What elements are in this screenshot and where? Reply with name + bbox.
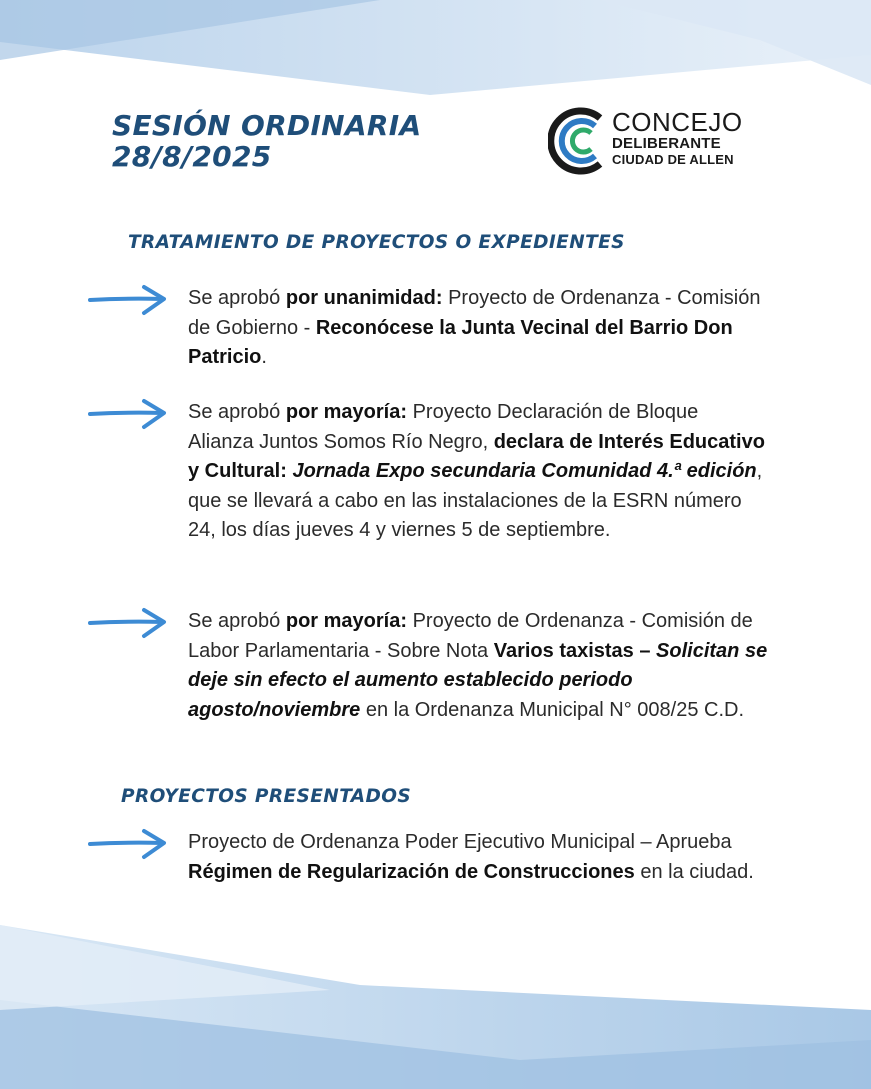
section-title-treatment: TRATAMIENTO DE PROYECTOS O EXPEDIENTES [128,232,625,253]
arrow-right-icon [88,398,170,430]
item-text: Se aprobó por unanimidad: Proyecto de Ordenanza - Comisión de Gobierno - Reconócese la Junta Vecinal del Barrio Don Patricio. [188,287,761,368]
item-text: Se aprobó por mayoría: Proyecto de Ordenanza - Comisión de Labor Parlamentaria - Sobre Nota Varios taxistas – Solicitan se deje sin efecto el aumento establecido periodo agosto/noviembre en la Ordenanza Municipal N° 008/25 C.D. [188,610,768,721]
title-line-2: 28/8/2025 [112,140,272,173]
concejo-logo-icon [548,104,614,178]
concejo-logo [548,104,758,178]
logo-text [612,109,743,167]
logo-line-3: CIUDAD DE ALLEN [612,152,734,167]
item-text: Se aprobó por mayoría: Proyecto Declaración de Bloque Alianza Juntos Somos Río Negro, declara de Interés Educativo y Cultural: Jornada Expo secundaria Comunidad 4.ª edición, que se llevará a cabo en las instalaciones de la ESRN número 24, los días jueves 4 y viernes 5 de septiembre. [188,401,765,541]
section-title-presented: PROYECTOS PRESENTADOS [121,786,412,807]
item-text: Proyecto de Ordenanza Poder Ejecutivo Municipal – Aprueba Régimen de Regularización de Construcciones en la ciudad. [188,831,754,883]
arrow-right-icon [88,284,170,316]
page-title [112,110,421,172]
title-line-1: SESIÓN ORDINARIA [112,109,422,142]
arrow-right-icon [88,607,170,639]
logo-line-2: DELIBERANTE [612,135,721,152]
arrow-right-icon [88,828,170,860]
logo-line-1: CONCEJO [612,107,743,137]
